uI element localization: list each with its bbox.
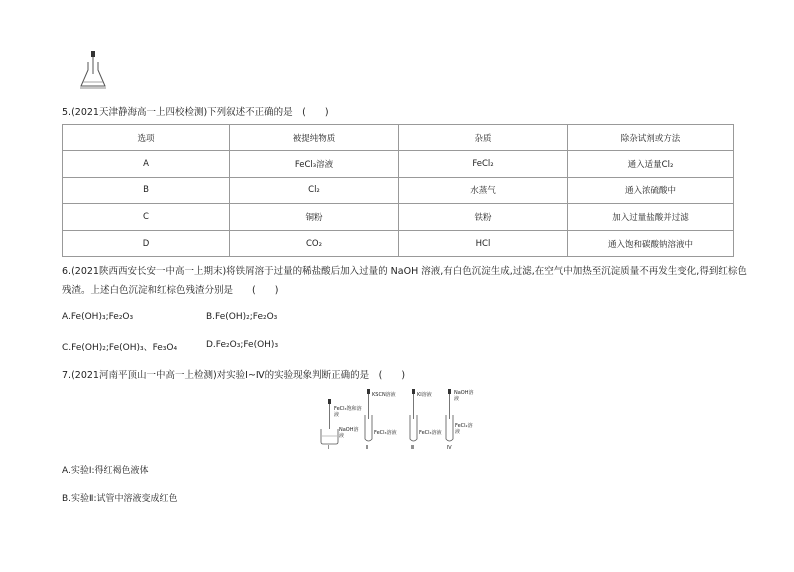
q5-stem: 5.(2021天津静海高一上四校检测)下列叙述不正确的是 ( ) xyxy=(62,107,329,118)
tube-2-dropper-label: KSCN溶液 xyxy=(372,392,396,398)
q7-option-b[interactable]: B.实验Ⅱ:试管中溶液变成红色 xyxy=(62,494,178,504)
table-row xyxy=(63,177,734,204)
tube-3-content-label: FeCl₃溶液 xyxy=(419,430,442,436)
table-cell: FeCl₂ xyxy=(399,151,568,178)
q7-experiment-figure xyxy=(318,385,478,453)
table-cell: 铁粉 xyxy=(399,204,568,231)
tube-3-dropper-label: KI溶液 xyxy=(417,392,432,398)
table-cell: 水蒸气 xyxy=(399,177,568,204)
tube-1-content-label: NaOH溶液 xyxy=(339,427,359,439)
q5-options-table xyxy=(62,124,734,257)
table-cell: Cl₂ xyxy=(230,177,399,204)
flask-apparatus-figure xyxy=(78,48,108,92)
tube-4-dropper-label: NaOH溶液 xyxy=(454,390,474,402)
q6-option-d[interactable]: D.Fe₂O₃;Fe(OH)₃ xyxy=(206,340,279,350)
table-cell: 铜粉 xyxy=(230,204,399,231)
table-header-cell: 除杂试剂或方法 xyxy=(568,125,734,151)
q6-stem-line2: 残渣。上述白色沉淀和红棕色残渣分别是 ( ) xyxy=(62,285,279,296)
table-header-cell: 被提纯物质 xyxy=(230,125,399,151)
table-row xyxy=(63,204,734,231)
table-header-cell: 杂质 xyxy=(399,125,568,151)
table-header-cell: 选项 xyxy=(63,125,230,151)
q6-option-c[interactable]: C.Fe(OH)₂;Fe(OH)₃、Fe₃O₄ xyxy=(62,343,178,353)
table-cell: C xyxy=(63,204,230,231)
tube-3-numeral: Ⅲ xyxy=(411,445,415,451)
table-cell: 通入饱和碳酸钠溶液中 xyxy=(568,230,734,257)
tube-4-content-label: FeCl₂溶液 xyxy=(455,423,473,435)
table-cell: D xyxy=(63,230,230,257)
table-cell: FeCl₃溶液 xyxy=(230,151,399,178)
q7-option-a[interactable]: A.实验Ⅰ:得红褐色液体 xyxy=(62,466,149,476)
q6-stem-line1: 6.(2021陕西西安长安一中高一上期末)将铁屑溶于过量的稀盐酸后加入过量的 NaOH 溶液,有白色沉淀生成,过滤,在空气中加热至沉淀质量不再发生变化,得到红棕色 xyxy=(62,266,747,277)
q7-stem: 7.(2021河南平顶山一中高一上检测)对实验Ⅰ~Ⅳ的实验现象判断正确的是 ( ) xyxy=(62,370,406,381)
tube-4-numeral: Ⅳ xyxy=(447,445,452,451)
q6-option-b[interactable]: B.Fe(OH)₂;Fe₂O₃ xyxy=(206,312,278,322)
table-cell: 加入过量盐酸并过滤 xyxy=(568,204,734,231)
table-cell: 通入浓硫酸中 xyxy=(568,177,734,204)
table-header-row xyxy=(63,125,734,151)
q6-option-a[interactable]: A.Fe(OH)₃;Fe₂O₃ xyxy=(62,312,134,322)
table-row xyxy=(63,230,734,257)
tube-1-dropper-label: FeCl₃饱和溶液 xyxy=(334,406,362,418)
tube-1-numeral: Ⅰ xyxy=(328,445,330,451)
table-cell: A xyxy=(63,151,230,178)
table-cell: CO₂ xyxy=(230,230,399,257)
tube-2-numeral: Ⅱ xyxy=(366,445,369,451)
table-row xyxy=(63,151,734,178)
table-cell: HCl xyxy=(399,230,568,257)
tube-2-content-label: FeCl₃溶液 xyxy=(374,430,397,436)
table-cell: B xyxy=(63,177,230,204)
table-cell: 通入适量Cl₂ xyxy=(568,151,734,178)
